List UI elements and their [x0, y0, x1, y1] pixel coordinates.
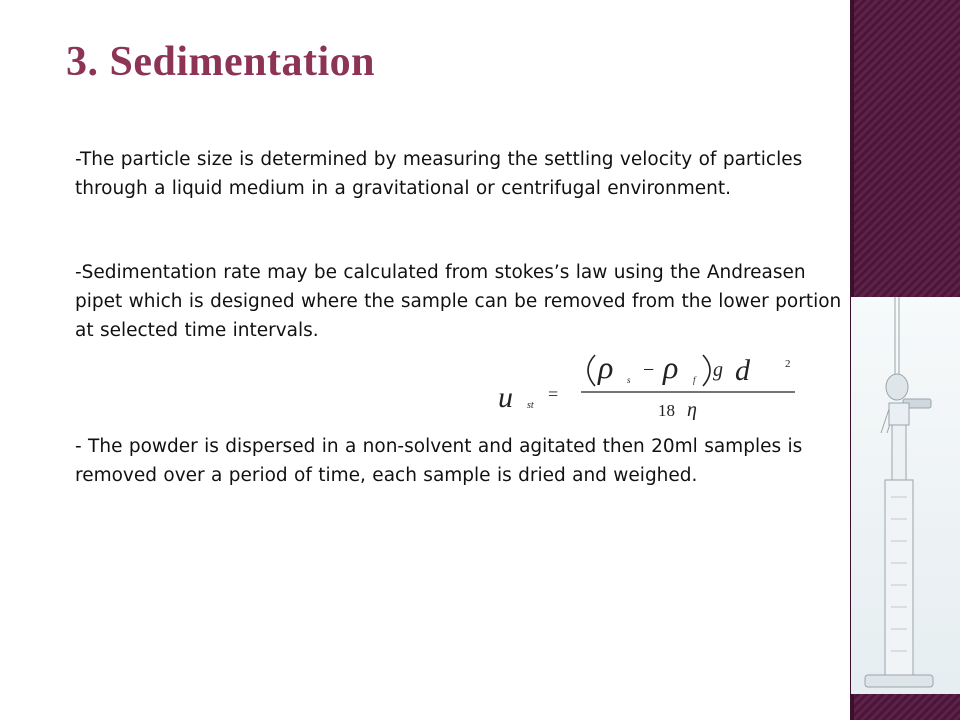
formula-eta: η [687, 399, 697, 420]
formula-sub-s: s [627, 375, 631, 385]
formula-rho-s: ρ [598, 350, 614, 385]
andreasen-pipet-illustration [851, 297, 960, 694]
formula-denominator-num: 18 [658, 401, 675, 420]
formula-lhs-sub: st [527, 400, 534, 411]
right-paren [703, 355, 710, 386]
slide-title: 3. Sedimentation [66, 39, 376, 85]
formula-exponent: 2 [785, 358, 791, 370]
formula-minus: − [643, 359, 655, 381]
formula-rho-f: ρ [663, 350, 679, 385]
andreasen-pipet-photo [851, 297, 960, 694]
formula-equals: = [548, 384, 559, 404]
formula-d: d [735, 354, 750, 387]
formula-g: g [713, 359, 723, 381]
paragraph-sedimentation-rate: -Sedimentation rate may be calculated from stokes’s law using the Andreasen pipet which is designed where the sample can be removed from the lower portion at selected time intervals. [75, 262, 842, 341]
paragraph-powder-procedure: - The powder is dispersed in a non-solvent and agitated then 20ml samples is removed over a period of time, each sample is dried and weighed. [75, 436, 803, 486]
paragraph-particle-size: -The particle size is determined by measuring the settling velocity of particles through a liquid medium in a gravitational or centrifugal environment. [75, 149, 803, 199]
formula-lhs-var: u [498, 381, 513, 414]
formula-sub-f: f [693, 375, 696, 385]
stokes-law-formula [495, 350, 805, 420]
left-paren [588, 355, 595, 386]
